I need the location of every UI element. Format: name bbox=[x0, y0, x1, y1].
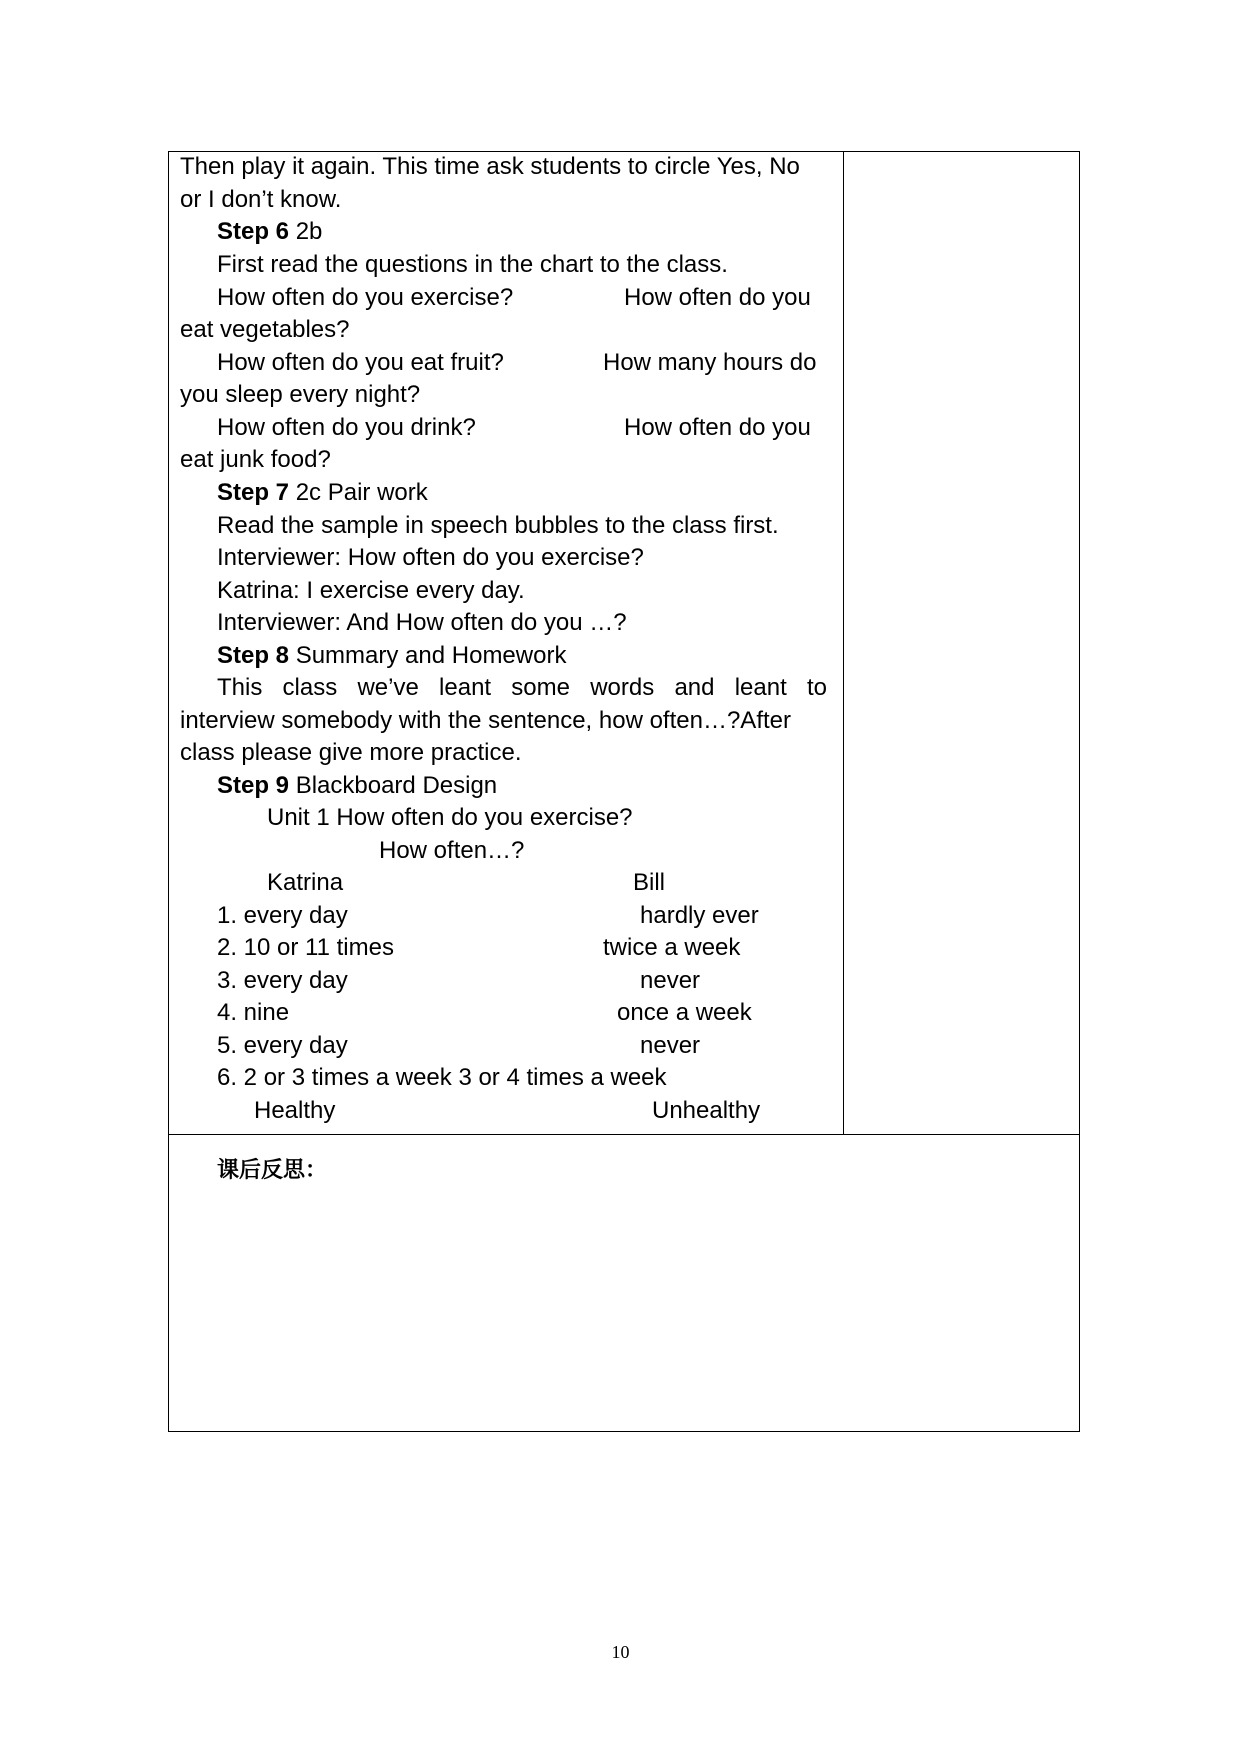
text-line: Interviewer: And How often do you …? bbox=[217, 609, 627, 636]
text-line: First read the questions in the chart to the class. bbox=[217, 251, 728, 278]
step-label: Step 7 bbox=[217, 479, 290, 506]
blackboard-footer-right: Unhealthy bbox=[652, 1097, 761, 1124]
blackboard-row-right: hardly ever bbox=[640, 902, 759, 929]
blackboard-row-right: twice a week bbox=[603, 934, 741, 961]
blackboard-row-left: 6. 2 or 3 times a week 3 or 4 times a week bbox=[217, 1064, 667, 1091]
text-line: Then play it again. This time ask students to circle Yes, No bbox=[180, 153, 800, 180]
blackboard-subtitle: How often…? bbox=[379, 837, 525, 864]
blackboard-col-left: Katrina bbox=[267, 869, 344, 896]
question-right: How many hours do bbox=[603, 349, 817, 376]
row-divider bbox=[169, 1134, 1079, 1135]
blackboard-footer-left: Healthy bbox=[254, 1097, 336, 1124]
step-9-heading bbox=[217, 770, 497, 802]
question-left: How often do you exercise? bbox=[217, 284, 514, 311]
blackboard-title: Unit 1 How often do you exercise? bbox=[267, 804, 633, 831]
page-number: 10 bbox=[611, 1642, 630, 1662]
step-7-heading bbox=[217, 477, 428, 509]
step-6-heading bbox=[217, 216, 322, 248]
question-wrap: eat vegetables? bbox=[180, 316, 350, 343]
blackboard-row-left: 5. every day bbox=[217, 1032, 348, 1059]
blackboard-row-left: 2. 10 or 11 times bbox=[217, 934, 394, 961]
step-text: 2b bbox=[289, 218, 323, 245]
blackboard-row-right: once a week bbox=[617, 999, 752, 1026]
step-text: 2c Pair work bbox=[289, 479, 428, 506]
text-line: Katrina: I exercise every day. bbox=[217, 577, 525, 604]
text-line: Read the sample in speech bubbles to the class first. bbox=[217, 512, 779, 539]
summary-line-3: class please give more practice. bbox=[180, 739, 522, 766]
blackboard-row-left: 1. every day bbox=[217, 902, 348, 929]
text-line: or I don’t know. bbox=[180, 186, 342, 213]
step-text: Blackboard Design bbox=[289, 772, 498, 799]
step-8-heading bbox=[217, 640, 566, 672]
column-divider bbox=[843, 152, 844, 1134]
question-wrap: you sleep every night? bbox=[180, 381, 421, 408]
blackboard-row-right: never bbox=[640, 967, 701, 994]
text-line: Interviewer: How often do you exercise? bbox=[217, 544, 644, 571]
blackboard-row-right: never bbox=[640, 1032, 701, 1059]
question-wrap: eat junk food? bbox=[180, 446, 331, 473]
step-text: Summary and Homework bbox=[289, 642, 567, 669]
question-left: How often do you drink? bbox=[217, 414, 476, 441]
summary-line-1: This class we’ve leant some words and leant to bbox=[217, 674, 827, 701]
question-right: How often do you bbox=[624, 284, 811, 311]
blackboard-col-right: Bill bbox=[633, 869, 666, 896]
step-label: Step 9 bbox=[217, 772, 290, 799]
reflection-label: 课后反思： bbox=[217, 1158, 328, 1183]
blackboard-row-left: 3. every day bbox=[217, 967, 348, 994]
step-label: Step 6 bbox=[217, 218, 290, 245]
summary-line-2: interview somebody with the sentence, how often…?After bbox=[180, 707, 791, 734]
blackboard-row-left: 4. nine bbox=[217, 999, 290, 1026]
question-left: How often do you eat fruit? bbox=[217, 349, 504, 376]
step-label: Step 8 bbox=[217, 642, 290, 669]
question-right: How often do you bbox=[624, 414, 811, 441]
